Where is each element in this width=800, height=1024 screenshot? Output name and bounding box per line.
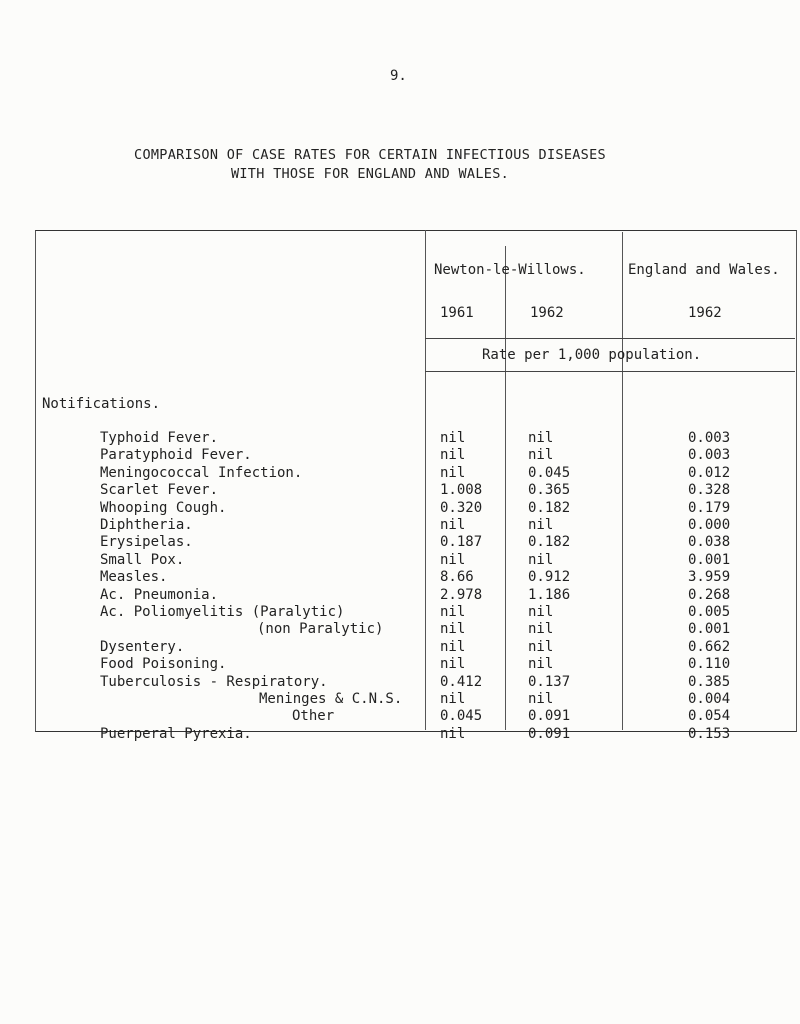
table-row <box>0 604 800 621</box>
title-line-1: COMPARISON OF CASE RATES FOR CERTAIN INFECTIOUS DISEASES <box>134 147 606 163</box>
row-label: Tuberculosis - Respiratory. <box>100 673 328 690</box>
table-row <box>0 482 800 499</box>
table-row <box>0 534 800 551</box>
row-label: Whooping Cough. <box>100 499 227 516</box>
cell-1962: nil <box>528 551 554 568</box>
row-label: Ac. Pneumonia. <box>100 586 219 603</box>
row-label: Meningococcal Infection. <box>100 464 303 481</box>
cell-england-wales: 0.003 <box>688 430 731 446</box>
cell-england-wales: 3.959 <box>688 569 731 586</box>
year-1961-heading: 1961 <box>440 305 474 321</box>
row-label: Typhoid Fever. <box>100 430 219 446</box>
cell-1961: nil <box>440 447 466 464</box>
cell-england-wales: 0.000 <box>688 517 731 533</box>
cell-1962: 0.182 <box>528 534 571 551</box>
cell-1962: 0.045 <box>528 464 571 481</box>
row-label: Ac. Poliomyelitis (Paralytic) <box>100 604 345 620</box>
table-row <box>0 621 800 638</box>
cell-england-wales: 0.005 <box>688 604 731 620</box>
cell-1962: nil <box>528 638 554 655</box>
group-local-heading: Newton-le-Willows. <box>434 262 586 278</box>
row-label: Dysentery. <box>100 638 185 655</box>
cell-1962: 0.182 <box>528 499 571 516</box>
row-label: Diphtheria. <box>100 517 193 533</box>
cell-1962: 0.137 <box>528 673 571 690</box>
cell-1961: 2.978 <box>440 586 483 603</box>
table-row <box>0 691 800 708</box>
table-row <box>0 465 800 482</box>
table-row <box>0 447 800 464</box>
cell-england-wales: 0.001 <box>688 551 731 568</box>
cell-1962: 0.091 <box>528 708 571 725</box>
cell-1962: nil <box>528 656 554 673</box>
row-label: Measles. <box>100 569 168 586</box>
table-row <box>0 430 800 447</box>
row-header: Notifications. <box>42 396 161 412</box>
cell-1961: nil <box>440 656 466 673</box>
title-line-2: WITH THOSE FOR ENGLAND AND WALES. <box>230 166 510 182</box>
cell-1962: 0.091 <box>528 725 571 742</box>
table-row <box>0 552 800 569</box>
row-label: Other <box>292 708 335 725</box>
cell-england-wales: 0.004 <box>688 691 731 707</box>
cell-england-wales: 0.268 <box>688 586 731 603</box>
header-divider <box>425 371 795 372</box>
year-1962-heading: 1962 <box>530 305 564 321</box>
cell-1961: nil <box>440 638 466 655</box>
cell-england-wales: 0.662 <box>688 638 731 655</box>
cell-1961: nil <box>440 517 466 533</box>
cell-england-wales: 0.003 <box>688 447 731 464</box>
table-row <box>0 517 800 534</box>
cell-1961: 0.187 <box>440 534 483 551</box>
group-national-heading: England and Wales. <box>628 262 780 278</box>
row-label: Paratyphoid Fever. <box>100 447 252 464</box>
cell-1962: nil <box>528 447 554 464</box>
table-row <box>0 726 800 743</box>
row-label: (non Paralytic) <box>257 621 384 638</box>
cell-england-wales: 0.328 <box>688 482 731 499</box>
row-label: Meninges & C.N.S. <box>259 691 403 707</box>
cell-1961: 1.008 <box>440 482 483 499</box>
cell-1961: nil <box>440 551 466 568</box>
rate-heading: Rate per 1,000 population. <box>482 347 702 363</box>
cell-1961: nil <box>440 691 466 707</box>
cell-1962: nil <box>528 621 554 638</box>
cell-1962: nil <box>528 430 554 446</box>
cell-england-wales: 0.153 <box>688 725 731 742</box>
cell-1961: nil <box>440 464 466 481</box>
table-row <box>0 569 800 586</box>
row-label: Puerperal Pyrexia. <box>100 725 252 742</box>
cell-england-wales: 0.385 <box>688 673 731 690</box>
table-row <box>0 500 800 517</box>
cell-england-wales: 0.012 <box>688 464 731 481</box>
cell-england-wales: 0.054 <box>688 708 731 725</box>
row-label: Erysipelas. <box>100 534 193 551</box>
cell-1961: nil <box>440 621 466 638</box>
cell-england-wales: 0.001 <box>688 621 731 638</box>
cell-1962: 1.186 <box>528 586 571 603</box>
row-label: Small Pox. <box>100 551 185 568</box>
cell-1962: nil <box>528 517 554 533</box>
cell-1961: nil <box>440 430 466 446</box>
table-row <box>0 656 800 673</box>
cell-1962: nil <box>528 604 554 620</box>
cell-1961: 8.66 <box>440 569 474 586</box>
page-number: 9. <box>390 68 407 84</box>
cell-england-wales: 0.179 <box>688 499 731 516</box>
table-row <box>0 639 800 656</box>
header-divider <box>425 338 795 339</box>
row-label: Food Poisoning. <box>100 656 227 673</box>
cell-1962: 0.365 <box>528 482 571 499</box>
table-row <box>0 674 800 691</box>
cell-1961: 0.045 <box>440 708 483 725</box>
cell-england-wales: 0.038 <box>688 534 731 551</box>
cell-1961: 0.412 <box>440 673 483 690</box>
cell-1962: nil <box>528 691 554 707</box>
year-national-heading: 1962 <box>688 305 722 321</box>
cell-england-wales: 0.110 <box>688 656 731 673</box>
row-label: Scarlet Fever. <box>100 482 219 499</box>
table-row <box>0 587 800 604</box>
cell-1961: nil <box>440 604 466 620</box>
table-row <box>0 708 800 725</box>
cell-1962: 0.912 <box>528 569 571 586</box>
cell-1961: 0.320 <box>440 499 483 516</box>
cell-1961: nil <box>440 725 466 742</box>
